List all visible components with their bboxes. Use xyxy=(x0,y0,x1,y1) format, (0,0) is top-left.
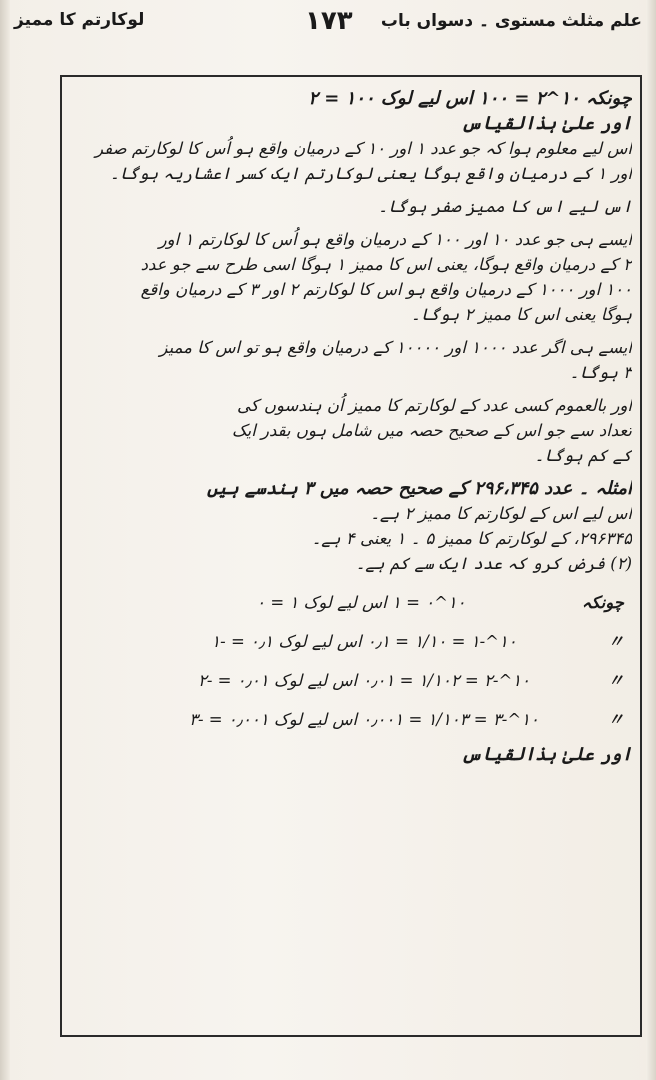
text-line: اور ۱ کے درمیان واقع ہوگا یعنی لوکارتم ایک کسر اعشاریہ ہوگا۔ xyxy=(109,164,632,183)
text-line: اور علیٰ ہذالقیاس xyxy=(461,113,632,134)
page-edge-left xyxy=(0,0,10,1080)
example-line: امثلہ ۔ عدد ۲۹۶،۳۴۵ کے صحیح حصہ میں ۳ ہندسے ہیں xyxy=(206,478,632,499)
ditto-mark: 〃 xyxy=(607,671,624,690)
text-line: ہوگا یعنی اس کا ممیز ۲ ہوگا۔ xyxy=(410,305,632,324)
math-equation: ۱۰^-۳ = ۱/۱۰۳ = ۰٫۰۰۱ اس لیے لوک ۰٫۰۰۱ = -۳ xyxy=(189,710,539,729)
text-line: ایسے ہی اگر عدد ۱۰۰۰ اور ۱۰۰۰۰ کے درمیان واقع ہو تو اس کا ممیز xyxy=(159,338,632,357)
page-number: ۱۷۳ xyxy=(305,6,353,36)
math-equation: ۱۰^۰ = ۱ اس لیے لوک ۱ = ۰ xyxy=(256,593,466,612)
text-line: اس لیے معلوم ہوا کہ جو عدد ۱ اور ۱۰ کے درمیان واقع ہو اُس کا لوکارتم صفر xyxy=(95,139,632,158)
math-equation: ۱۰^-۱ = ۱/۱۰ = ۰٫۱ اس لیے لوک ۰٫۱ = -۱ xyxy=(211,632,517,651)
page-edge-right xyxy=(646,0,656,1080)
text-line: اور بالعموم کسی عدد کے لوکارتم کا ممیز اُن ہندسوں کی xyxy=(237,396,632,415)
running-head-right: علم مثلث مستوی ۔ دسواں باب xyxy=(380,11,642,31)
page-body xyxy=(70,86,632,1026)
text-line: تعداد سے جو اس کے صحیح حصہ میں شامل ہوں بقدر ایک xyxy=(231,421,632,440)
text-line: ۱۰۰ اور ۱۰۰۰ کے درمیان واقع ہو اس کا لوکارتم ۲ اور ۳ کے درمیان واقع xyxy=(140,280,632,299)
math-row xyxy=(70,629,632,654)
running-head-left: لوکارتم کا ممیز xyxy=(14,10,145,30)
text-line: ایسے ہی جو عدد ۱۰ اور ۱۰۰ کے درمیان واقع ہو اُس کا لوکارتم ۱ اور xyxy=(158,230,632,249)
math-row xyxy=(70,590,632,615)
math-equation: ۱۰^-۲ = ۱/۱۰۲ = ۰٫۰۱ اس لیے لوک ۰٫۰۱ = -۲ xyxy=(197,671,531,690)
ditto-mark: 〃 xyxy=(607,710,624,729)
text-line: (۲) فرض کرو کہ عدد ایک سے کم ہے۔ xyxy=(355,554,632,573)
closing-line: اور علیٰ ہذالقیاس xyxy=(461,744,632,765)
text-line: اس لیے اس کے لوکارتم کا ممیز ۲ ہے۔ xyxy=(370,504,632,523)
text-line: کے کم ہوگا۔ xyxy=(534,446,632,465)
math-row xyxy=(70,707,632,732)
math-lead: چونکہ xyxy=(581,593,624,612)
math-row xyxy=(70,668,632,693)
text-line: ۲۹۶۳۴۵، کے لوکارتم کا ممیز ۵ ۔ ۱ یعنی ۴ ہے۔ xyxy=(311,529,632,548)
text-line: ۳ ہوگا۔ xyxy=(569,363,632,382)
text-line: ۲ کے درمیان واقع ہوگا، یعنی اس کا ممیز ۱ ہوگا اسی طرح سے جو عدد xyxy=(140,255,632,274)
text-line: اس لیے اس کا ممیز صفر ہوگا۔ xyxy=(378,197,632,216)
text-line: چونکہ ۱۰^۲ = ۱۰۰ اس لیے لوک ۱۰۰ = ۲ xyxy=(308,88,632,109)
ditto-mark: 〃 xyxy=(607,632,624,651)
